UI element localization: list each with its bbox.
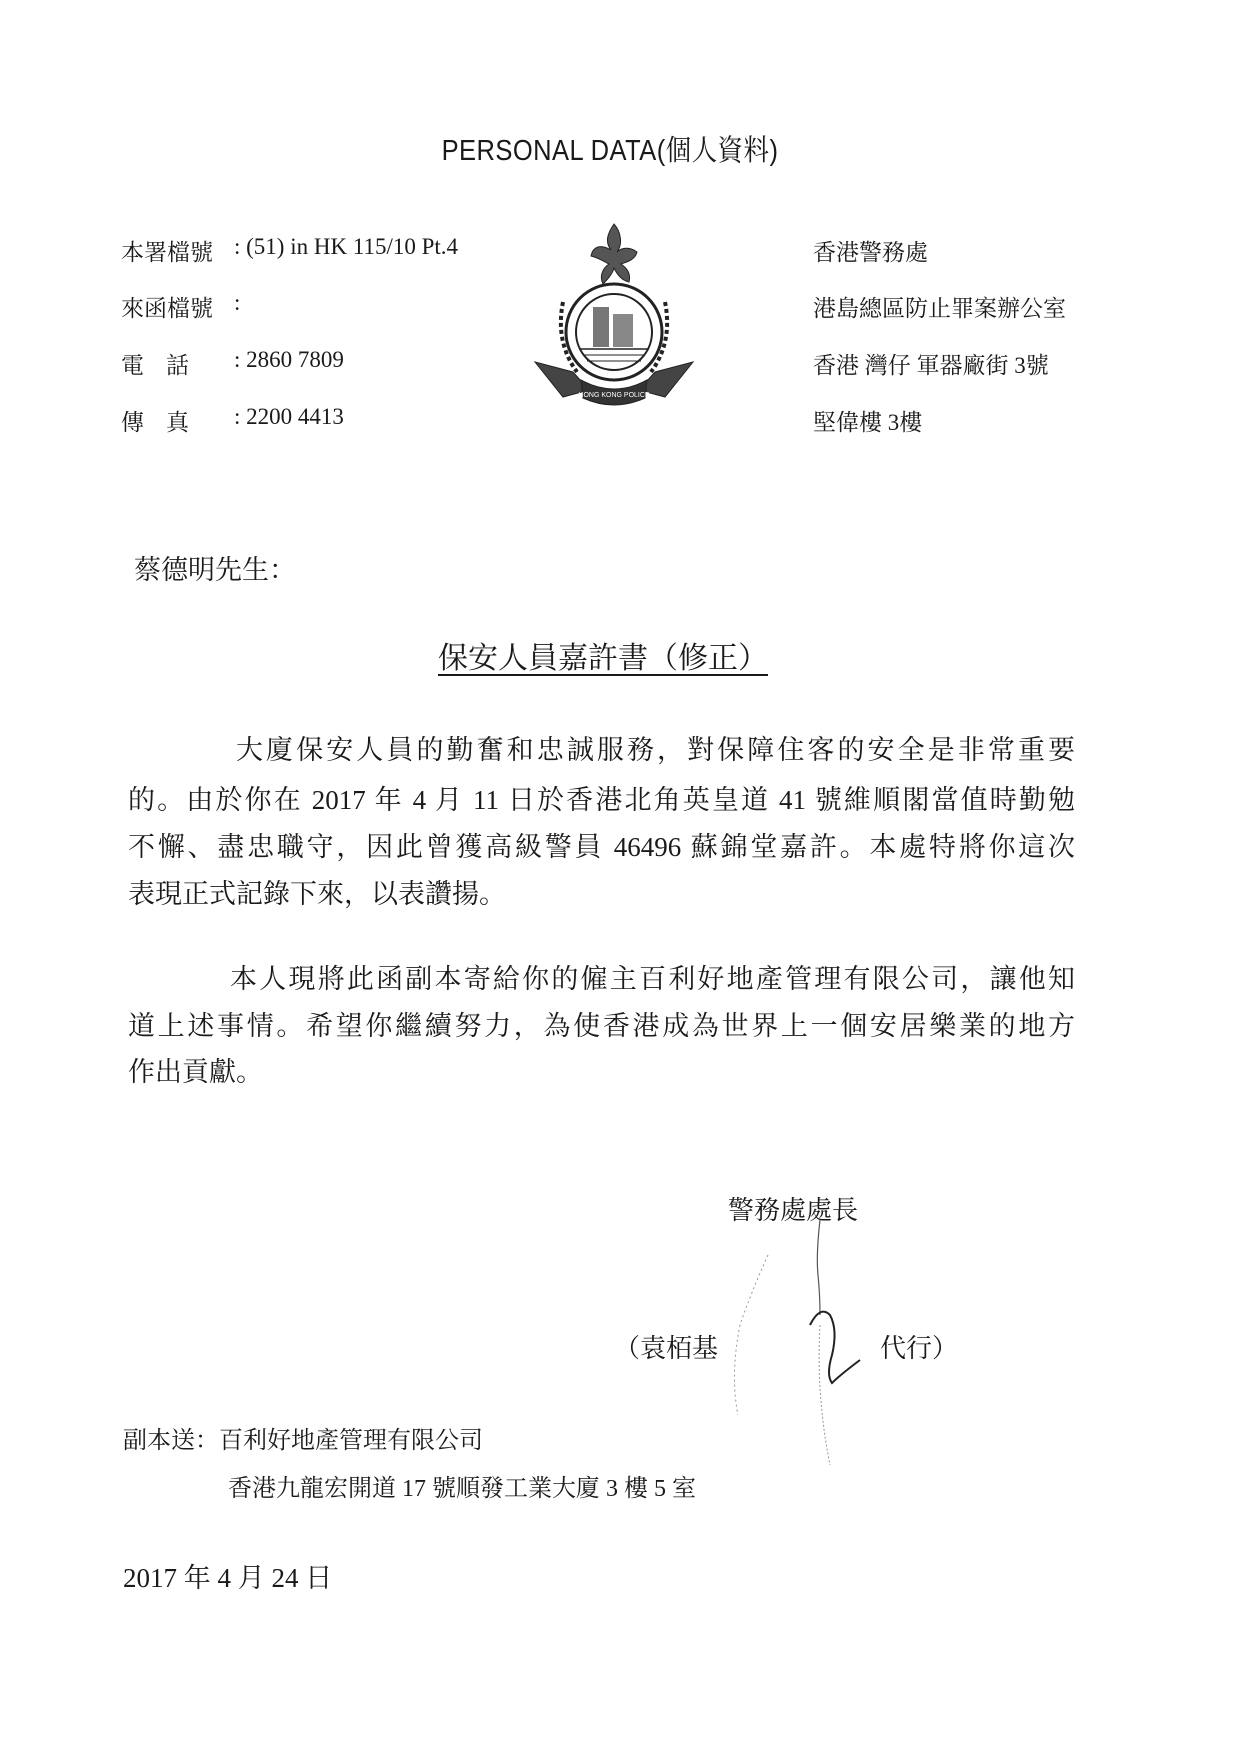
office-name: 港島總區防止罪案辦公室 bbox=[813, 296, 1066, 321]
svg-text:HONG KONG POLICE: HONG KONG POLICE bbox=[578, 392, 650, 399]
paragraph-line: 表現正式記錄下來，以表讚揚。 bbox=[128, 879, 506, 909]
fax-value: : 2200 4413 bbox=[234, 404, 344, 429]
page-title: PERSONAL DATA(個人資料) bbox=[441, 135, 779, 167]
signatory-name-open: （袁栢基 bbox=[614, 1334, 719, 1363]
signatory-name-close: 代行） bbox=[880, 1334, 959, 1363]
ref-value: : (51) in HK 115/10 Pt.4 bbox=[234, 234, 459, 259]
paragraph-line: 的。由於你在 2017 年 4 月 11 日於香港北角英皇道 41 號維順閣當值時勤勉 bbox=[128, 785, 1075, 815]
letter-subtitle bbox=[0, 633, 1206, 677]
your-ref-value: : bbox=[234, 290, 241, 315]
address-line-2: 堅偉樓 3樓 bbox=[813, 410, 923, 435]
dept-name: 香港警務處 bbox=[813, 240, 928, 265]
your-ref-label: 來函檔號 bbox=[121, 296, 213, 321]
cc-company: 百利好地產管理有限公司 bbox=[219, 1428, 483, 1454]
tel-value: : 2860 7809 bbox=[234, 347, 344, 372]
salutation: 蔡德明先生： bbox=[134, 555, 296, 585]
handwritten-signature bbox=[720, 1215, 880, 1470]
paragraph-line: 不懈、盡忠職守，因此曾獲高級警員 46496 蘇錦堂嘉許。本處特將你這次 bbox=[128, 832, 1075, 862]
paragraph-line: 本人現將此函副本寄給你的僱主百利好地產管理有限公司，讓他知 bbox=[230, 964, 1075, 994]
paragraph-line: 作出貢獻。 bbox=[128, 1057, 263, 1087]
cc-label: 副本送： bbox=[123, 1428, 219, 1454]
tel-label: 電話 bbox=[121, 353, 211, 378]
address-line-1: 香港 灣仔 軍器廠街 3號 bbox=[813, 353, 1049, 378]
ref-label: 本署檔號 bbox=[121, 240, 213, 265]
paragraph-line: 大廈保安人員的勤奮和忠誠服務，對保障住客的安全是非常重要 bbox=[236, 735, 1075, 765]
paragraph-line: 道上述事情。希望你繼續努力，為使香港成為世界上一個安居樂業的地方 bbox=[128, 1011, 1075, 1041]
cc-block bbox=[123, 1420, 483, 1455]
police-crest-logo bbox=[533, 222, 695, 407]
subtitle-text: 保安人員嘉許書（修正） bbox=[438, 642, 768, 675]
fax-label: 傳真 bbox=[121, 410, 211, 435]
cc-address: 香港九龍宏開道 17 號順發工業大廈 3 樓 5 室 bbox=[228, 1476, 696, 1502]
signatory-title: 警務處處長 bbox=[728, 1196, 859, 1225]
letter-date: 2017 年 4 月 24 日 bbox=[123, 1563, 333, 1593]
